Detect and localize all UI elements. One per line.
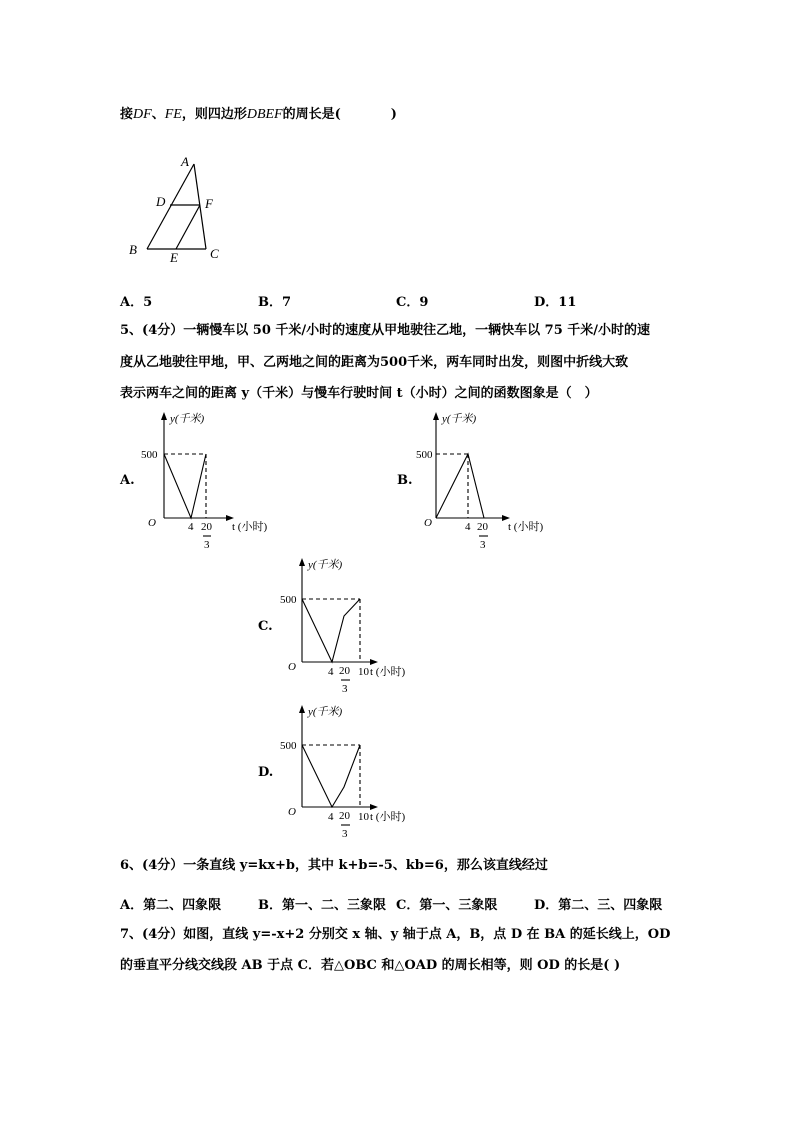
graph-b-line [436,454,484,518]
q4-seg1: DF [133,107,152,122]
q4-quad: DBEF [246,107,283,122]
edge-ac [194,164,206,249]
svg-text:t (小时): t (小时) [508,521,544,533]
q4-close: ) [390,107,397,122]
graph-a-line [164,454,206,518]
q6-option-a[interactable]: A．第二、四象限 [120,898,222,913]
q4-option-d[interactable]: D．11 [534,295,577,310]
label-b: B [129,242,137,257]
svg-text:10: 10 [358,811,369,823]
q4-mid: ，则四边形 [181,107,247,122]
svg-text:20: 20 [477,521,488,533]
svg-text:t (小时): t (小时) [232,521,268,533]
q5-stem-line2: 度从乙地驶往甲地，甲、乙两地之间的距离为500千米，两车同时出发，则图中折线大致 [120,355,629,370]
svg-text:20: 20 [201,521,212,533]
q4-suffix: 的周长是( [282,107,341,122]
label-e: E [170,250,178,265]
q5-option-d[interactable]: D. [258,765,274,780]
svg-text:4: 4 [188,521,194,533]
q7-stem-line2: 的垂直平分线交线段 AB 于点 C．若△OBC 和△OAD 的周长相等，则 OD 的长是( ) [120,958,621,973]
q6-option-d[interactable]: D．第二、三、四象限 [534,898,663,913]
q4-option-a[interactable]: A．5 [120,295,153,310]
q4-seg2: FE [164,107,182,122]
svg-text:500: 500 [416,449,433,461]
q4-option-c[interactable]: C．9 [396,295,429,310]
q4-sep: 、 [151,107,165,122]
svg-text:y(千米): y(千米) [308,706,343,718]
edge-fe [176,205,200,249]
q5-graph-c [278,556,428,706]
svg-text:4: 4 [328,811,334,823]
svg-text:500: 500 [280,740,297,752]
svg-text:3: 3 [204,539,210,551]
svg-text:3: 3 [342,683,348,695]
svg-text:O: O [148,517,156,529]
svg-text:20: 20 [339,810,350,822]
svg-text:O: O [288,806,296,818]
q5-graph-b [412,410,542,560]
q6-option-b[interactable]: B．第一、二、三象限 [258,898,386,913]
svg-text:y(千米): y(千米) [308,559,343,571]
svg-text:500: 500 [280,594,297,606]
label-d: D [156,194,166,209]
q5-option-b[interactable]: B. [397,473,413,488]
svg-text:3: 3 [342,828,348,840]
q6-stem: 6、(4分）一条直线 y=kx+b，其中 k+b=-5、kb=6，那么该直线经过 [120,858,548,873]
q5-option-c[interactable]: C. [258,619,273,634]
q4-option-b[interactable]: B．7 [258,295,292,310]
svg-text:y(千米): y(千米) [170,413,205,425]
svg-text:t (小时): t (小时) [370,811,406,823]
svg-text:4: 4 [328,666,334,678]
q5-option-a[interactable]: A. [120,473,135,488]
svg-text:t (小时): t (小时) [370,666,406,678]
svg-text:4: 4 [465,521,471,533]
label-a: A [181,154,189,169]
q4-prefix: 接 [120,107,134,122]
q5-stem-line1: 5、(4分）一辆慢车以 50 千米/小时的速度从甲地驶往乙地，一辆快车以 75 千米/小时的速 [120,323,651,338]
svg-text:O: O [424,517,432,529]
svg-text:20: 20 [339,665,350,677]
svg-text:y(千米): y(千米) [442,413,477,425]
q5-stem-line3: 表示两车之间的距离 y（千米）与慢车行驶时间 t（小时）之间的函数图象是（ ） [120,386,598,401]
label-c: C [210,246,219,261]
svg-text:3: 3 [480,539,486,551]
q6-option-c[interactable]: C．第一、三象限 [396,898,498,913]
svg-text:O: O [288,661,296,673]
q5-graph-d [278,703,428,853]
q5-graph-a [140,410,270,560]
graph-c-line [302,599,360,662]
svg-text:10: 10 [358,666,369,678]
graph-d-line [302,745,360,807]
svg-text:500: 500 [141,449,158,461]
label-f: F [205,196,213,211]
edge-ab [147,164,194,249]
q4-stem [120,106,397,124]
q7-stem-line1: 7、(4分）如图，直线 y=-x+2 分别交 x 轴、y 轴于点 A，B，点 D 在 BA 的延长线上，OD [120,927,671,942]
